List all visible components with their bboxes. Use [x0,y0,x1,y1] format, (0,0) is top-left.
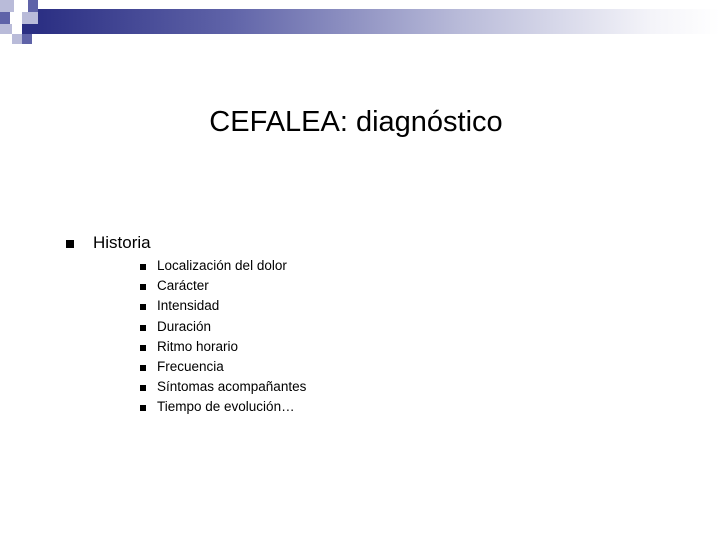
deco-square [22,24,38,34]
header-decoration [0,0,720,48]
slide-title-text: CEFALEA: diagnóstico [209,106,503,138]
list-item-text: Carácter [157,278,209,294]
list-item-text: Ritmo horario [157,338,239,354]
bullet-marker [140,365,146,371]
bullet-marker [140,405,146,411]
list-item-text: Localización del dolor [157,258,287,273]
header-gradient-bar [38,9,720,34]
bullet-marker [66,240,74,248]
list-item [140,278,540,298]
bullet-historia: Historia [93,233,151,252]
list-item [140,339,540,359]
list-item-text: Frecuencia [157,358,224,374]
bullet-marker [140,304,146,310]
list-item [140,258,540,278]
deco-square [22,34,32,44]
list-item-text: Duración [157,318,212,334]
bullet-marker [140,325,146,331]
list-item [140,359,540,379]
bullet-marker [140,345,146,351]
deco-square [28,0,38,12]
slide-title [0,106,720,139]
list-item [140,298,540,318]
deco-square [12,24,22,34]
deco-square [22,12,38,24]
sub-bullet-list [140,258,540,420]
deco-square [0,0,14,12]
list-item-text: Intensidad [157,298,220,314]
deco-square [12,34,22,44]
deco-square [0,12,10,24]
bullet-marker [140,385,146,391]
list-item [140,319,540,339]
deco-square [0,24,12,34]
deco-square [10,12,22,24]
bullet-marker [140,284,146,290]
list-item-text: Síntomas acompañantes [157,379,307,395]
list-item-text: Tiempo de evolución… [157,399,295,415]
list-item [140,379,540,399]
list-item [140,399,540,419]
bullet-marker [140,264,146,270]
deco-square [14,0,28,12]
